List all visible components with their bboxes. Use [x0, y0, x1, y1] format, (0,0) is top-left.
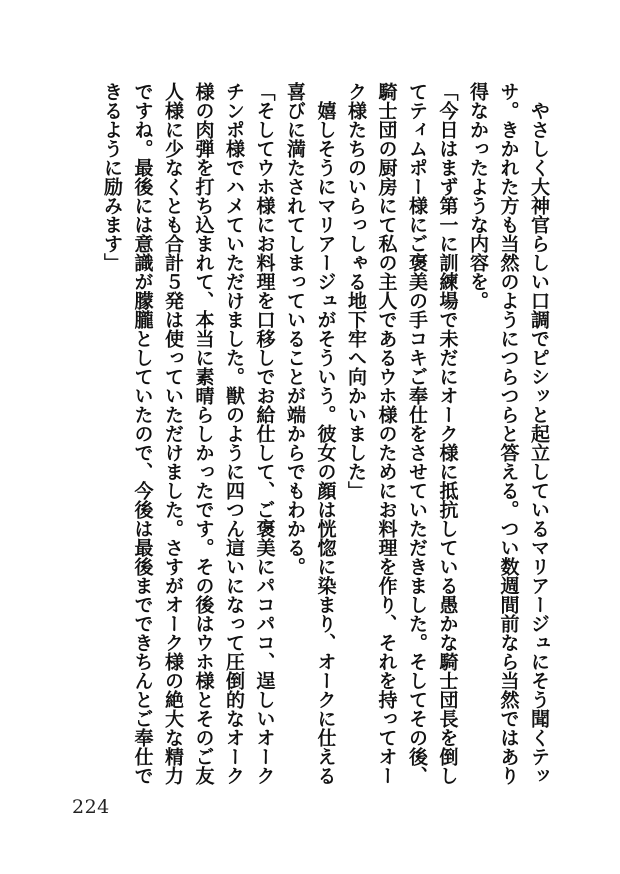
page-number: 224: [72, 796, 110, 818]
vertical-text-body: [54, 82, 554, 790]
paragraph-3: 嬉しそうにマリアージュがそういう。彼女の顔は恍惚に染まり、オークに仕える喜びに満たされてしまっていることが端からでもわかる。: [284, 82, 337, 785]
paragraph-4: 「そしてウホ様にお料理を口移しでお給仕して、ご褒美にパコパコ、逞しいオークチンポ様でハメていただけました。獣のように四つん這いになって圧倒的なオーク様の肉弾を打ち込まれて、本当に素晴らしかったです。その後はウホ様とそのご友人様に少なくとも合計５発は使っていただけました。さすがオーク様の絶大な精力ですね。最後には意識が朦朧としていたので、今後は最後までできちんとご奉仕できるように励みます」: [101, 82, 276, 785]
paragraph-1: やさしく大神官らしい口調でピシッと起立しているマリアージュにそう聞くテッサ。きかれた方も当然のようにつらつらと答える。つい数週間前なら当然ではあり得なかったような内容を。: [467, 82, 550, 785]
paragraph-2: 「今日はまず第一に訓練場で未だにオーク様に抵抗している愚かな騎士団長を倒してティムポー様にご褒美の手コキご奉仕をさせていただきました。そしてその後、騎士団の厨房にて私の主人であるウホ様のためにお料理を作り、それを持ってオーク様たちのいらっしゃる地下牢へ向かいました」: [345, 82, 459, 785]
